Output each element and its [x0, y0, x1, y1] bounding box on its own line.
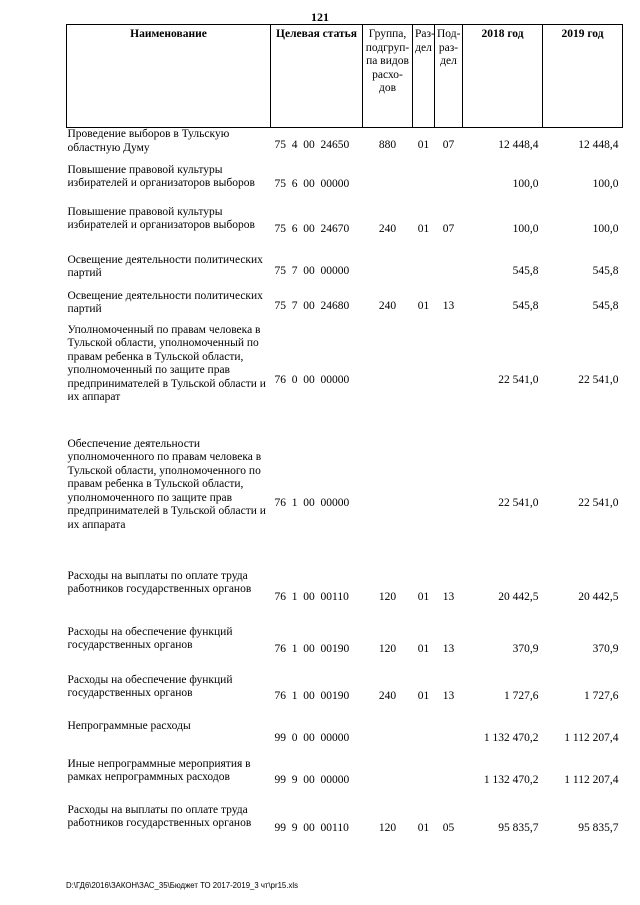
- header-year-2019: 2019 год: [543, 25, 623, 128]
- row-expense-group: 240: [378, 299, 397, 312]
- row-expense-group: [363, 438, 413, 570]
- row-expense-group: [363, 164, 413, 206]
- table-header-row: [67, 25, 623, 128]
- row-amount-2018: 1 727,6: [504, 689, 539, 702]
- row-target-code: 99 9 00 00000: [274, 773, 350, 786]
- row-name: Повышение правовой культуры избирателей и организаторов выборов: [67, 205, 255, 232]
- table-body: [67, 128, 623, 854]
- row-expense-group: [363, 758, 413, 804]
- row-name: Повышение правовой культуры избирателей и организаторов выборов: [67, 163, 255, 190]
- table-row: [67, 290, 623, 324]
- row-amount-2019: 1 727,6: [584, 689, 619, 702]
- budget-table: [66, 24, 623, 854]
- row-expense-group: [363, 720, 413, 758]
- row-section: [413, 438, 435, 570]
- row-section: 01: [417, 689, 430, 702]
- row-subsection: [435, 758, 463, 804]
- row-subsection: 07: [442, 222, 455, 235]
- table-row: [67, 720, 623, 758]
- row-section: [413, 720, 435, 758]
- row-expense-group: 240: [378, 222, 397, 235]
- row-amount-2019: 370,9: [592, 642, 619, 655]
- row-amount-2019: 22 541,0: [578, 373, 619, 386]
- row-target-code: 76 0 00 00000: [274, 373, 350, 386]
- header-section: Раз-дел: [413, 25, 435, 128]
- row-target-code: 99 0 00 00000: [274, 731, 350, 744]
- table-row: [67, 804, 623, 854]
- row-target-code: 75 4 00 24650: [274, 138, 350, 151]
- row-subsection: 13: [442, 590, 455, 603]
- row-subsection: [435, 438, 463, 570]
- row-amount-2018: 100,0: [512, 177, 539, 190]
- row-subsection: 13: [442, 689, 455, 702]
- row-section: 01: [417, 299, 430, 312]
- row-section: 01: [417, 642, 430, 655]
- header-name: Наименование: [67, 25, 271, 128]
- file-path-footer: D:\ГД6\2016\ЗАКОН\ЗАС_35\Бюджет ТО 2017-2019_3 чт\pr15.xls: [66, 881, 298, 890]
- row-amount-2019: 1 112 207,4: [564, 773, 619, 786]
- row-amount-2018: 370,9: [512, 642, 539, 655]
- row-target-code: 76 1 00 00110: [274, 590, 349, 603]
- row-name: Расходы на выплаты по оплате труда работников государственных органов: [67, 569, 252, 596]
- table-row: [67, 206, 623, 254]
- row-expense-group: [363, 324, 413, 438]
- header-expense-group: Группа, подгруп-па видов расхо-дов: [363, 25, 413, 128]
- row-name: Расходы на обеспечение функций государственных органов: [67, 625, 233, 652]
- row-target-code: 75 6 00 00000: [274, 177, 350, 190]
- row-section: 01: [417, 590, 430, 603]
- table-row: [67, 254, 623, 290]
- row-amount-2019: 545,8: [592, 299, 619, 312]
- row-section: [413, 758, 435, 804]
- row-amount-2018: 545,8: [512, 264, 539, 277]
- row-subsection: [435, 720, 463, 758]
- page-number: 121: [311, 10, 329, 24]
- row-amount-2019: 100,0: [592, 177, 619, 190]
- row-expense-group: 880: [378, 138, 397, 151]
- row-subsection: 13: [442, 642, 455, 655]
- row-name: Уполномоченный по правам человека в Тульской области, уполномоченный по правам ребенка в Тульской области, уполномоченный по защите прав предпринимателей в Тульской области и их аппарат: [67, 323, 266, 404]
- row-expense-group: [363, 254, 413, 290]
- table-row: [67, 570, 623, 626]
- row-amount-2019: 545,8: [592, 264, 619, 277]
- row-target-code: 76 1 00 00190: [274, 642, 350, 655]
- row-section: 01: [417, 138, 430, 151]
- row-section: 01: [417, 821, 430, 834]
- row-subsection: [435, 164, 463, 206]
- header-target-article: Целевая статья: [271, 25, 363, 128]
- row-subsection: 13: [442, 299, 455, 312]
- row-amount-2018: 20 442,5: [498, 590, 539, 603]
- row-subsection: 05: [442, 821, 455, 834]
- row-target-code: 99 9 00 00110: [274, 821, 349, 834]
- table-row: [67, 626, 623, 674]
- row-name: Иные непрограммные мероприятия в рамках непрограммных расходов: [67, 757, 251, 784]
- table-row: [67, 128, 623, 164]
- row-target-code: 75 6 00 24670: [274, 222, 350, 235]
- row-section: [413, 254, 435, 290]
- row-target-code: 76 1 00 00000: [274, 496, 350, 509]
- row-amount-2018: 1 132 470,2: [483, 773, 539, 786]
- row-name: Освещение деятельности политических партий: [67, 253, 263, 280]
- row-target-code: 75 7 00 24680: [274, 299, 350, 312]
- row-amount-2019: 95 835,7: [578, 821, 619, 834]
- row-section: [413, 324, 435, 438]
- row-name: Расходы на выплаты по оплате труда работников государственных органов: [67, 803, 252, 830]
- row-amount-2018: 95 835,7: [498, 821, 539, 834]
- row-amount-2019: 22 541,0: [578, 496, 619, 509]
- row-subsection: [435, 254, 463, 290]
- row-expense-group: 120: [378, 821, 397, 834]
- row-name: Непрограммные расходы: [67, 719, 191, 732]
- row-amount-2018: 1 132 470,2: [483, 731, 539, 744]
- row-target-code: 76 1 00 00190: [274, 689, 350, 702]
- row-expense-group: 240: [378, 689, 397, 702]
- row-amount-2019: 12 448,4: [578, 138, 619, 151]
- row-amount-2019: 20 442,5: [578, 590, 619, 603]
- table-row: [67, 164, 623, 206]
- row-amount-2018: 100,0: [512, 222, 539, 235]
- row-name: Проведение выборов в Тульскую областную Думу: [67, 128, 230, 154]
- row-target-code: 75 7 00 00000: [274, 264, 350, 277]
- row-subsection: 07: [442, 138, 455, 151]
- row-amount-2018: 12 448,4: [498, 138, 539, 151]
- row-section: [413, 164, 435, 206]
- row-name: Расходы на обеспечение функций государственных органов: [67, 673, 233, 700]
- row-expense-group: 120: [378, 642, 397, 655]
- row-expense-group: 120: [378, 590, 397, 603]
- table-row: [67, 758, 623, 804]
- row-amount-2019: 1 112 207,4: [564, 731, 619, 744]
- row-subsection: [435, 324, 463, 438]
- row-section: 01: [417, 222, 430, 235]
- header-year-2018: 2018 год: [463, 25, 543, 128]
- table-row: [67, 438, 623, 570]
- row-name: Освещение деятельности политических партий: [67, 289, 263, 316]
- row-amount-2018: 22 541,0: [498, 496, 539, 509]
- table-row: [67, 324, 623, 438]
- row-amount-2019: 100,0: [592, 222, 619, 235]
- table-row: [67, 674, 623, 720]
- row-name: Обеспечение деятельности уполномоченного по правам человека в Тульской области, уполномоченного по правам ребенка в Тульской области, уполномоченного по защите прав предпринимателей в Тульской области и их аппарата: [67, 437, 266, 532]
- header-subsection: Под-раз-дел: [435, 25, 463, 128]
- row-amount-2018: 545,8: [512, 299, 539, 312]
- row-amount-2018: 22 541,0: [498, 373, 539, 386]
